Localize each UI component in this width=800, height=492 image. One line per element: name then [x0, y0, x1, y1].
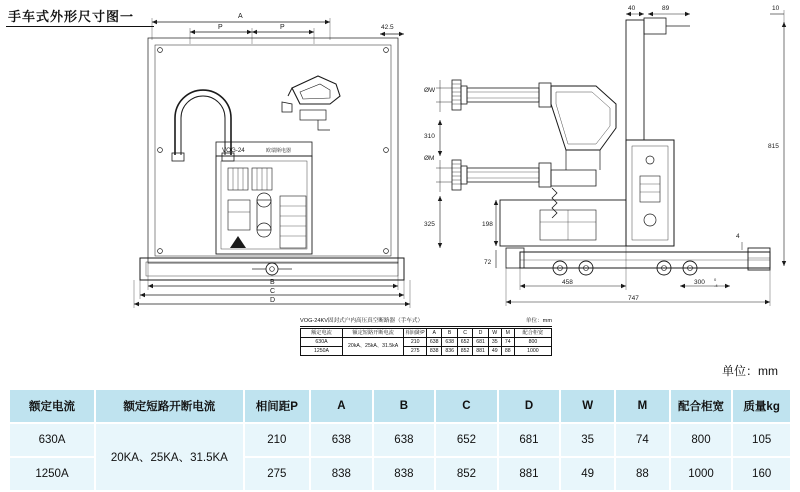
svg-text:ØW: ØW [424, 87, 436, 94]
mini-cell: 35 [488, 337, 501, 346]
cell-a: 838 [310, 457, 373, 491]
svg-text:10: 10 [772, 5, 780, 12]
cell-cabinet: 1000 [670, 457, 733, 491]
cell-a: 638 [310, 423, 373, 457]
svg-text:42.5: 42.5 [381, 24, 394, 31]
mini-cell-breaking: 20kA、25kA、31.5kA [342, 337, 403, 355]
th-rated-current: 额定电流 [9, 389, 95, 423]
cell-breaking-current: 20KA、25KA、31.5KA [95, 423, 244, 491]
svg-text:747: 747 [628, 295, 639, 302]
th-phase-distance: 相间距P [244, 389, 310, 423]
svg-text:72: 72 [484, 259, 492, 266]
table-header-row [9, 389, 791, 423]
mini-table-row [301, 346, 552, 355]
th-breaking-current: 额定短路开断电流 [95, 389, 244, 423]
mini-table-header-row [301, 328, 552, 337]
mini-cell: 638 [426, 337, 441, 346]
svg-text:4: 4 [736, 233, 740, 240]
cell-d: 881 [498, 457, 561, 491]
svg-text:D: D [270, 297, 276, 304]
cell-weight: 105 [732, 423, 791, 457]
cell-p: 275 [244, 457, 310, 491]
mini-th-cabinet: 配合柜宽 [514, 328, 551, 337]
mini-th-breaking: 额定短路开断电流 [342, 328, 403, 337]
th-cabinet-width: 配合柜宽 [670, 389, 733, 423]
mini-th-m: M [501, 328, 514, 337]
th-w: W [560, 389, 615, 423]
unit-note: 单位：mm [722, 364, 778, 378]
cell-cabinet: 800 [670, 423, 733, 457]
cell-weight: 160 [732, 457, 791, 491]
specification-table [8, 388, 792, 492]
svg-text:325: 325 [424, 221, 435, 228]
breaker-model-label: VOG-24 [222, 147, 245, 154]
mini-th-c: C [457, 328, 472, 337]
svg-text:-4: -4 [714, 283, 718, 288]
mini-cell: 852 [457, 346, 472, 355]
cell-m: 74 [615, 423, 670, 457]
page-title: 手车式外形尺寸图一 [8, 9, 135, 24]
svg-text:C: C [270, 288, 276, 295]
mini-cell: 88 [501, 346, 514, 355]
mini-cell: 74 [501, 337, 514, 346]
cell-w: 35 [560, 423, 615, 457]
mini-table-unit: 单位：mm [525, 318, 552, 324]
cell-c: 652 [435, 423, 498, 457]
table-row [9, 423, 791, 457]
mini-spec-grid [300, 328, 552, 356]
svg-text:B: B [270, 279, 275, 286]
mini-th-w: W [488, 328, 501, 337]
cell-m: 88 [615, 457, 670, 491]
th-a: A [310, 389, 373, 423]
svg-text:89: 89 [662, 5, 670, 12]
mini-cell: 881 [473, 346, 488, 355]
svg-text:P: P [218, 24, 223, 31]
mini-cell: 49 [488, 346, 501, 355]
svg-text:A: A [238, 13, 243, 20]
th-d: D [498, 389, 561, 423]
th-weight: 质量kg [732, 389, 791, 423]
th-b: B [373, 389, 436, 423]
mini-cell: 630A [301, 337, 343, 346]
mini-cell: 275 [404, 346, 427, 355]
drawing-spec-table [300, 318, 552, 356]
th-m: M [615, 389, 670, 423]
cell-rated-current: 1250A [9, 457, 95, 491]
svg-text:815: 815 [768, 143, 779, 150]
mini-cell: 681 [473, 337, 488, 346]
th-c: C [435, 389, 498, 423]
svg-text:ØM: ØM [424, 155, 435, 162]
mini-cell: 652 [457, 337, 472, 346]
breaker-brand-label: 欧瑞斯电器 [266, 148, 292, 154]
cell-d: 681 [498, 423, 561, 457]
mini-cell: 836 [442, 346, 457, 355]
mini-cell: 800 [514, 337, 551, 346]
mini-th-b: B [442, 328, 457, 337]
mini-table-caption: VOG-24KV固封式户内高压真空断路器（手车式） [300, 318, 424, 324]
cell-w: 49 [560, 457, 615, 491]
mini-th-d: D [473, 328, 488, 337]
mini-cell: 1250A [301, 346, 343, 355]
svg-text:300: 300 [694, 279, 705, 286]
svg-text:40: 40 [628, 5, 636, 12]
mini-cell: 638 [442, 337, 457, 346]
mini-cell: 210 [404, 337, 427, 346]
svg-text:458: 458 [562, 279, 573, 286]
mini-table-row [301, 337, 552, 346]
cell-rated-current: 630A [9, 423, 95, 457]
mini-cell: 1000 [514, 346, 551, 355]
mini-th-a: A [426, 328, 441, 337]
svg-text:198: 198 [482, 221, 493, 228]
cell-p: 210 [244, 423, 310, 457]
svg-text:P: P [280, 24, 285, 31]
cell-b: 838 [373, 457, 436, 491]
cell-c: 852 [435, 457, 498, 491]
mini-th-current: 额定电流 [301, 328, 343, 337]
mini-th-p: 相间距P [405, 329, 425, 336]
svg-text:310: 310 [424, 133, 435, 140]
svg-text:0: 0 [714, 277, 717, 282]
cell-b: 638 [373, 423, 436, 457]
mini-cell: 838 [426, 346, 441, 355]
